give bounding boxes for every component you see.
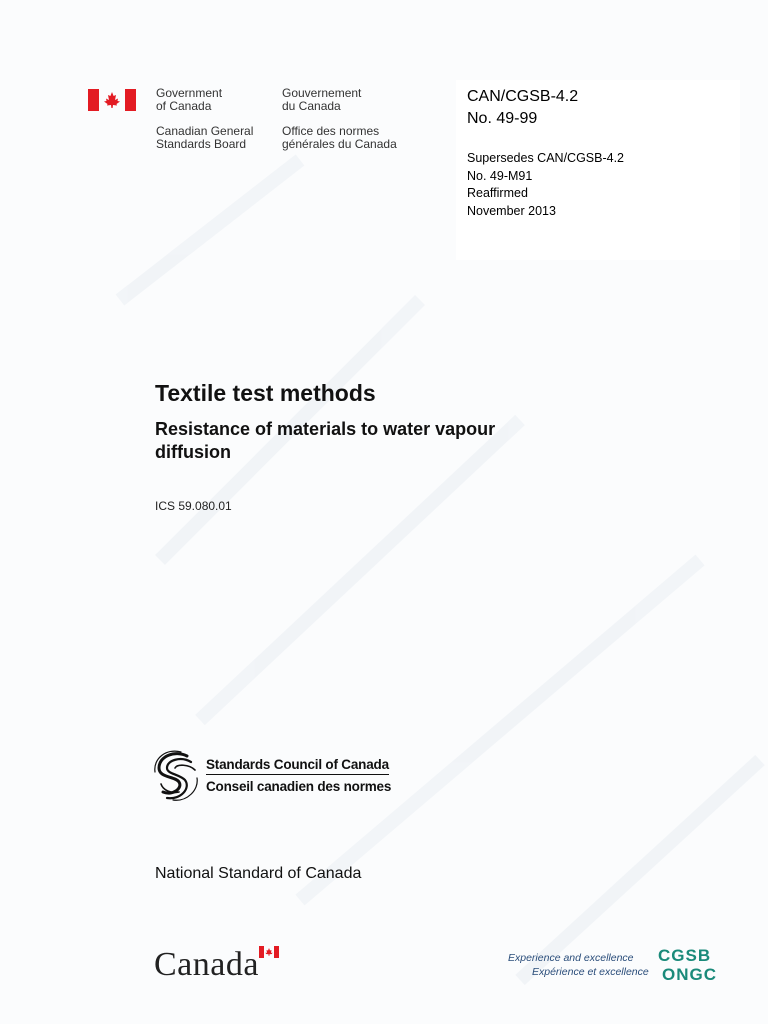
supersedes-info: Supersedes CAN/CGSB-4.2 No. 49-M91 Reaffirmed November 2013 <box>467 151 625 218</box>
cgsb-name-en: Canadian General Standards Board <box>156 124 254 151</box>
tagline-fr: Expérience et excellence <box>532 966 649 978</box>
ics-code: ICS 59.080.01 <box>155 499 232 513</box>
cgsb-logo-text: CGSB <box>658 946 712 965</box>
government-of-canada-en: Government of Canada <box>156 86 223 113</box>
national-standard-label: National Standard of Canada <box>155 865 362 882</box>
canada-wordmark-flag-icon <box>259 946 279 958</box>
tagline-en: Experience and excellence <box>508 952 634 964</box>
canada-flag-icon <box>88 89 136 111</box>
document-subtitle: Resistance of materials to water vapour diffusion <box>155 419 496 462</box>
ongc-logo-text: ONGC <box>662 965 717 983</box>
scc-logo-icon <box>153 748 199 802</box>
cgsb-name-fr: Office des normes générales du Canada <box>282 124 397 151</box>
scc-name-fr: Conseil canadien des normes <box>206 779 392 794</box>
cgsb-ongc-logo-icon <box>656 945 742 983</box>
standard-number: CAN/CGSB-4.2 No. 49-99 <box>467 88 579 127</box>
canada-wordmark: Canada <box>154 946 259 983</box>
document-title: Textile test methods <box>155 380 376 406</box>
scc-name-en: Standards Council of Canada <box>206 757 389 775</box>
government-of-canada-fr: Gouvernement du Canada <box>282 86 362 113</box>
